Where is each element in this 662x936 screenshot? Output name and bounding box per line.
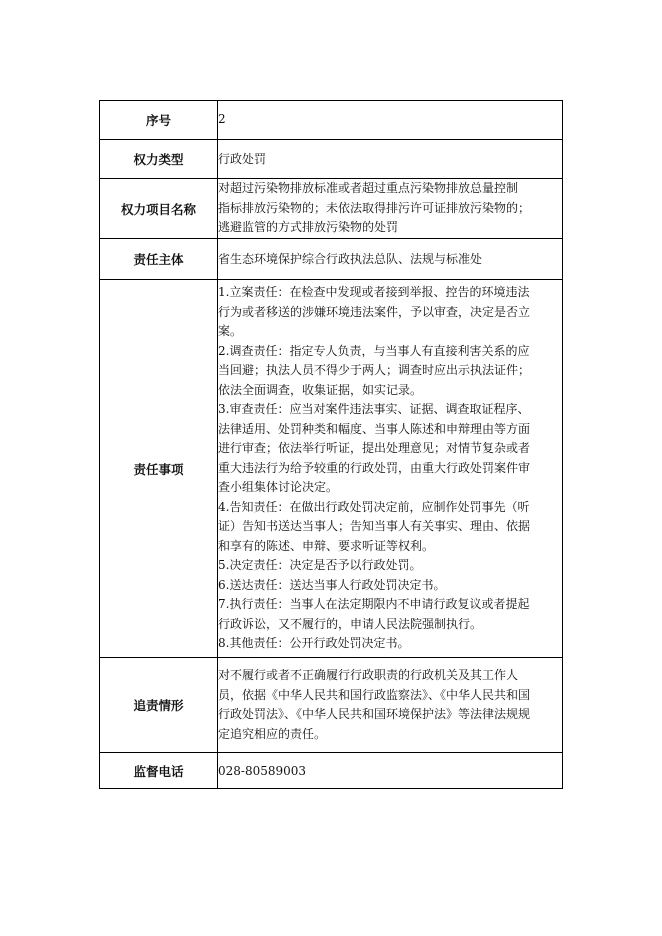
- matters-line: 查小组集体讨论决定。: [218, 480, 339, 495]
- matters-line: 法律适用、处罚种类和幅度、当事人陈述和申辩理由等方面: [218, 421, 531, 436]
- matters-line: 3.审查责任：应当对案件违法事实、证据、调查取证程序、: [218, 402, 530, 417]
- item-name-line: 指标排放污染物的；未依法取得排污许可证排放污染物的；: [218, 200, 531, 215]
- item-name-line: 对超过污染物排放标准或者超过重点污染物排放总量控制: [218, 181, 519, 196]
- accountability-line: 对不履行或者不正确履行行政职责的行政机关及其工作人: [218, 668, 519, 682]
- matters-line: 和享有的陈述、申辩、要求听证等权利。: [218, 538, 435, 553]
- power-list-table: [99, 100, 563, 789]
- accountability-line: 员，依据《中华人民共和国行政监察法》、《中华人民共和国: [218, 687, 531, 702]
- matters-line: 当回避；执法人员不得少于两人；调查时应出示执法证件；: [218, 363, 531, 378]
- accountability-label: 追责情形: [100, 658, 218, 753]
- item-name-value: [218, 179, 563, 239]
- row-power-type: [100, 140, 563, 179]
- matters-line: 7.执行责任：当事人在法定期限内不申请行政复议或者提起: [218, 597, 530, 612]
- matters-line: 2.调查责任：指定专人负责，与当事人有直接利害关系的应: [218, 343, 530, 358]
- accountability-line: 定追究相应的责任。: [218, 726, 327, 741]
- matters-line: 进行审查；依法举行听证，提出处理意见；对情节复杂或者: [218, 441, 531, 456]
- matters-line: 依法全面调查，收集证据，如实记录。: [218, 382, 423, 397]
- row-phone: [100, 753, 563, 789]
- subject-label: 责任主体: [100, 239, 218, 280]
- matters-line: 行为或者移送的涉嫌环境违法案件，予以审查，决定是否立: [218, 304, 531, 319]
- matters-line: 1.立案责任：在检查中发现或者接到举报、控告的环境违法: [218, 285, 530, 300]
- matters-line: 4.告知责任：在做出行政处罚决定前，应制作处罚事先（听: [218, 499, 530, 514]
- matters-line: 6.送达责任：送达当事人行政处罚决定书。: [218, 577, 446, 592]
- subject-value: 省生态环境保护综合行政执法总队、法规与标准处: [218, 239, 563, 280]
- phone-value: 028-80589003: [218, 753, 563, 789]
- matters-value: [218, 280, 563, 658]
- matters-line: 5.决定责任：决定是否予以行政处罚。: [218, 558, 422, 573]
- power-type-label: 权力类型: [100, 140, 218, 179]
- row-matters: [100, 280, 563, 658]
- row-serial: [100, 101, 563, 140]
- matters-line: 重大违法行为给予较重的行政处罚，由重大行政处罚案件审: [218, 460, 531, 475]
- item-name-label: 权力项目名称: [100, 179, 218, 239]
- serial-value: 2: [218, 101, 563, 140]
- matters-label: 责任事项: [100, 280, 218, 658]
- matters-line: 8.其他责任：公开行政处罚决定书。: [218, 636, 410, 651]
- item-name-line: 逃避监管的方式排放污染物的处罚: [218, 220, 399, 235]
- row-item-name: [100, 179, 563, 239]
- serial-label: 序号: [100, 101, 218, 140]
- accountability-line: 行政处罚法》、《中华人民共和国环境保护法》等法律法规规: [218, 707, 531, 721]
- phone-label: 监督电话: [100, 753, 218, 789]
- matters-line: 案。: [218, 324, 243, 339]
- matters-line: 行政诉讼，又不履行的，申请人民法院强制执行。: [218, 616, 483, 631]
- power-type-value: 行政处罚: [218, 140, 563, 179]
- accountability-value: [218, 658, 563, 753]
- row-subject: [100, 239, 563, 280]
- matters-line: 证）告知书送达当事人；告知当事人有关事实、理由、依据: [218, 519, 531, 534]
- row-accountability: [100, 658, 563, 753]
